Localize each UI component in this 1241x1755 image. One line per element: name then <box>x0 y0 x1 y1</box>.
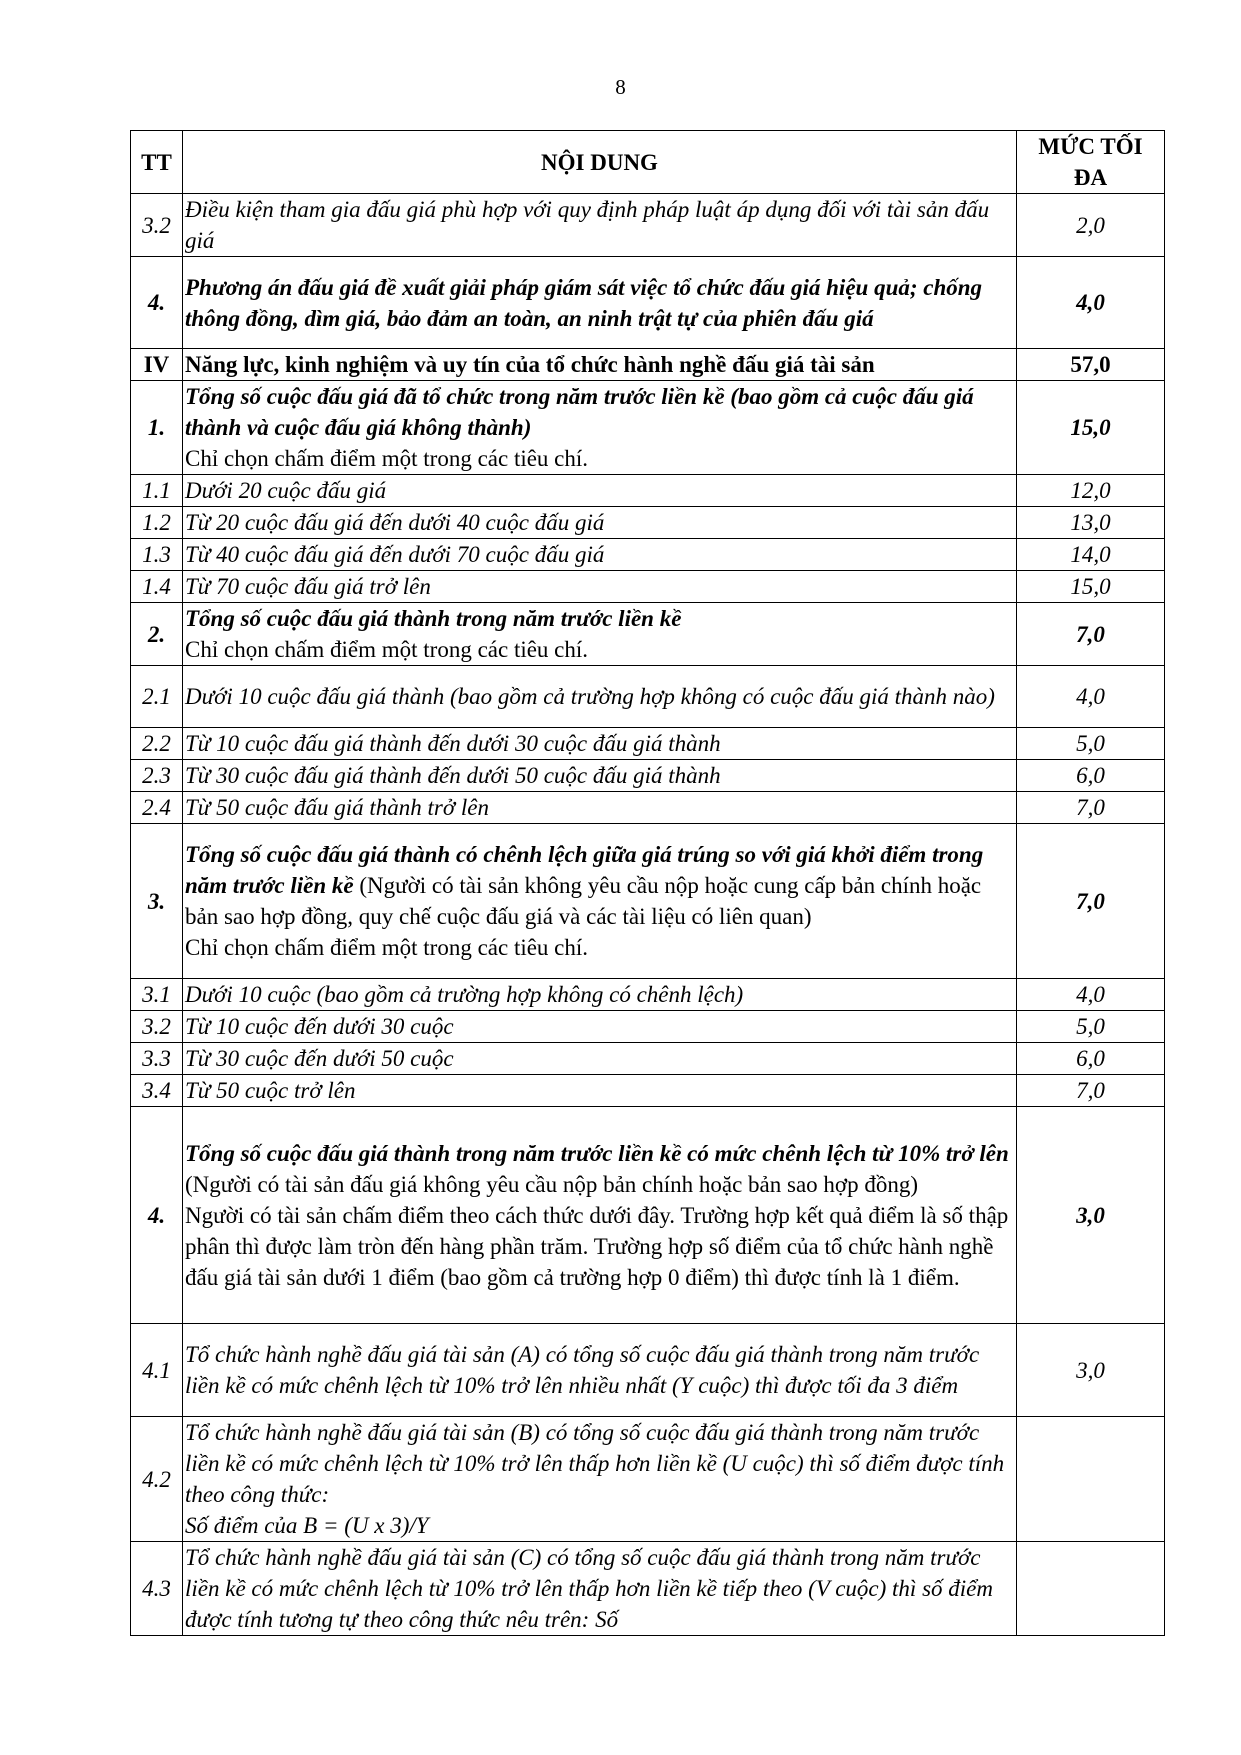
table-row <box>131 603 1165 666</box>
row-score: 4,0 <box>1017 257 1165 349</box>
criterion-title: Tổng số cuộc đấu giá thành trong năm trước liền kề <box>185 606 682 631</box>
row-tt: IV <box>131 349 183 381</box>
table-row <box>131 728 1165 760</box>
table-row <box>131 571 1165 603</box>
row-tt: 3.4 <box>131 1075 183 1107</box>
row-tt: 3.3 <box>131 1043 183 1075</box>
table-row <box>131 979 1165 1011</box>
row-content: Từ 50 cuộc đấu giá thành trở lên <box>183 792 1017 824</box>
row-score: 7,0 <box>1017 824 1165 979</box>
row-content: Từ 10 cuộc đấu giá thành đến dưới 30 cuộc đấu giá thành <box>183 728 1017 760</box>
row-content: Từ 50 cuộc trở lên <box>183 1075 1017 1107</box>
row-tt: 2.4 <box>131 792 183 824</box>
row-tt: 1.1 <box>131 475 183 507</box>
row-score: 57,0 <box>1017 349 1165 381</box>
row-content: Điều kiện tham gia đấu giá phù hợp với quy định pháp luật áp dụng đối với tài sản đấu giá <box>183 194 1017 257</box>
row-content: Năng lực, kinh nghiệm và uy tín của tổ chức hành nghề đấu giá tài sản <box>183 349 1017 381</box>
table-row <box>131 475 1165 507</box>
criterion-note: Chỉ chọn chấm điểm một trong các tiêu chí. <box>185 637 589 662</box>
row-content: Từ 40 cuộc đấu giá đến dưới 70 cuộc đấu giá <box>183 539 1017 571</box>
row-score: 5,0 <box>1017 1011 1165 1043</box>
row-content: Phương án đấu giá đề xuất giải pháp giám sát việc tổ chức đấu giá hiệu quả; chống thông đồng, dìm giá, bảo đảm an toàn, an ninh trật tự của phiên đấu giá <box>183 257 1017 349</box>
row-tt: 4. <box>131 257 183 349</box>
row-tt: 3.2 <box>131 1011 183 1043</box>
row-content <box>183 1107 1017 1324</box>
row-score: 14,0 <box>1017 539 1165 571</box>
row-score: 4,0 <box>1017 979 1165 1011</box>
row-score <box>1017 1417 1165 1542</box>
row-score: 3,0 <box>1017 1324 1165 1417</box>
row-tt: 2.2 <box>131 728 183 760</box>
formula: Số điểm của B = (U x 3)/Y <box>185 1513 429 1538</box>
row-content: Từ 30 cuộc đấu giá thành đến dưới 50 cuộc đấu giá thành <box>183 760 1017 792</box>
row-score: 3,0 <box>1017 1107 1165 1324</box>
row-score: 13,0 <box>1017 507 1165 539</box>
row-score: 6,0 <box>1017 760 1165 792</box>
criterion-title: Tổng số cuộc đấu giá đã tổ chức trong năm trước liền kề (bao gồm cả cuộc đấu giá thành và cuộc đấu giá không thành) <box>185 384 974 440</box>
row-content <box>183 1417 1017 1542</box>
criterion-note: Chỉ chọn chấm điểm một trong các tiêu chí. <box>185 935 589 960</box>
table-header-row <box>131 131 1165 194</box>
row-tt: 1.2 <box>131 507 183 539</box>
row-score: 7,0 <box>1017 792 1165 824</box>
row-content <box>183 824 1017 979</box>
table-row <box>131 257 1165 349</box>
row-tt: 3.2 <box>131 194 183 257</box>
row-content: Từ 20 cuộc đấu giá đến dưới 40 cuộc đấu giá <box>183 507 1017 539</box>
table-row <box>131 824 1165 979</box>
table-row <box>131 539 1165 571</box>
table-row <box>131 1043 1165 1075</box>
row-score: 5,0 <box>1017 728 1165 760</box>
row-tt: 3.1 <box>131 979 183 1011</box>
row-score <box>1017 1542 1165 1636</box>
table-row <box>131 792 1165 824</box>
row-tt: 4.1 <box>131 1324 183 1417</box>
criterion-condition: (Người có tài sản đấu giá không yêu cầu nộp bản chính hoặc bản sao hợp đồng) <box>185 1171 918 1197</box>
table-row <box>131 194 1165 257</box>
row-tt: 1.3 <box>131 539 183 571</box>
header-tt: TT <box>131 131 183 194</box>
row-tt: 3. <box>131 824 183 979</box>
row-content: Tổ chức hành nghề đấu giá tài sản (C) có tổng số cuộc đấu giá thành trong năm trước liền kề có mức chênh lệch từ 10% trở lên thấp hơn liền kề tiếp theo (V cuộc) thì số điểm được tính tương tự theo công thức nêu trên: Số <box>183 1542 1017 1636</box>
table-row <box>131 1011 1165 1043</box>
row-content: Từ 10 cuộc đến dưới 30 cuộc <box>183 1011 1017 1043</box>
page-number: 8 <box>615 75 626 99</box>
row-score: 7,0 <box>1017 603 1165 666</box>
header-max-score: MỨC TỐI ĐA <box>1017 131 1165 194</box>
row-score: 12,0 <box>1017 475 1165 507</box>
table-row <box>131 507 1165 539</box>
row-score: 2,0 <box>1017 194 1165 257</box>
row-tt: 2.1 <box>131 666 183 728</box>
row-content <box>183 603 1017 666</box>
row-score: 4,0 <box>1017 666 1165 728</box>
row-score: 15,0 <box>1017 381 1165 475</box>
scoring-table <box>130 130 1165 1636</box>
table-row <box>131 1075 1165 1107</box>
row-score: 6,0 <box>1017 1043 1165 1075</box>
row-content: Tổ chức hành nghề đấu giá tài sản (A) có tổng số cuộc đấu giá thành trong năm trước liền kề có mức chênh lệch từ 10% trở lên nhiều nhất (Y cuộc) thì được tối đa 3 điểm <box>183 1324 1017 1417</box>
row-tt: 2.3 <box>131 760 183 792</box>
header-content: NỘI DUNG <box>183 131 1017 194</box>
criterion-condition: (Người có tài sản không yêu cầu nộp hoặc cung cấp bản chính hoặc bản sao hợp đồng, quy chế cuộc đấu giá và các tài liệu có liên quan) <box>185 873 982 929</box>
table-row <box>131 760 1165 792</box>
row-tt: 4.2 <box>131 1417 183 1542</box>
table-row <box>131 1107 1165 1324</box>
row-content: Từ 70 cuộc đấu giá trở lên <box>183 571 1017 603</box>
section-row <box>131 349 1165 381</box>
row-content: Dưới 20 cuộc đấu giá <box>183 475 1017 507</box>
table-row <box>131 666 1165 728</box>
row-score: 15,0 <box>1017 571 1165 603</box>
table-row <box>131 1542 1165 1636</box>
row-content: Dưới 10 cuộc (bao gồm cả trường hợp không có chênh lệch) <box>183 979 1017 1011</box>
row-tt: 2. <box>131 603 183 666</box>
criterion-title: Tổng số cuộc đấu giá thành có chênh lệch giữa giá trúng so với giá khởi điểm trong năm trước liền kề <box>185 842 984 898</box>
criterion-title: Tổng số cuộc đấu giá thành trong năm trước liền kề có mức chênh lệch từ 10% trở lên <box>185 1140 1009 1166</box>
table-row <box>131 381 1165 475</box>
row-content: Dưới 10 cuộc đấu giá thành (bao gồm cả trường hợp không có cuộc đấu giá thành nào) <box>183 666 1017 728</box>
row-tt: 4.3 <box>131 1542 183 1636</box>
table-row <box>131 1417 1165 1542</box>
criterion-text: Tổ chức hành nghề đấu giá tài sản (B) có tổng số cuộc đấu giá thành trong năm trước liền kề có mức chênh lệch từ 10% trở lên thấp hơn liền kề (U cuộc) thì số điểm được tính theo công thức: <box>185 1420 1005 1507</box>
row-content: Từ 30 cuộc đến dưới 50 cuộc <box>183 1043 1017 1075</box>
criterion-note: Người có tài sản chấm điểm theo cách thức dưới đây. Trường hợp kết quả điểm là số thập phân thì được làm tròn đến hàng phần trăm. Trường hợp số điểm của tổ chức hành nghề đấu giá tài sản dưới 1 điểm (bao gồm cả trường hợp 0 điểm) thì được tính là 1 điểm. <box>185 1202 1009 1290</box>
row-tt: 1. <box>131 381 183 475</box>
row-tt: 4. <box>131 1107 183 1324</box>
table-row <box>131 1324 1165 1417</box>
row-tt: 1.4 <box>131 571 183 603</box>
row-content <box>183 381 1017 475</box>
criterion-note: Chỉ chọn chấm điểm một trong các tiêu chí. <box>185 446 589 471</box>
row-score: 7,0 <box>1017 1075 1165 1107</box>
